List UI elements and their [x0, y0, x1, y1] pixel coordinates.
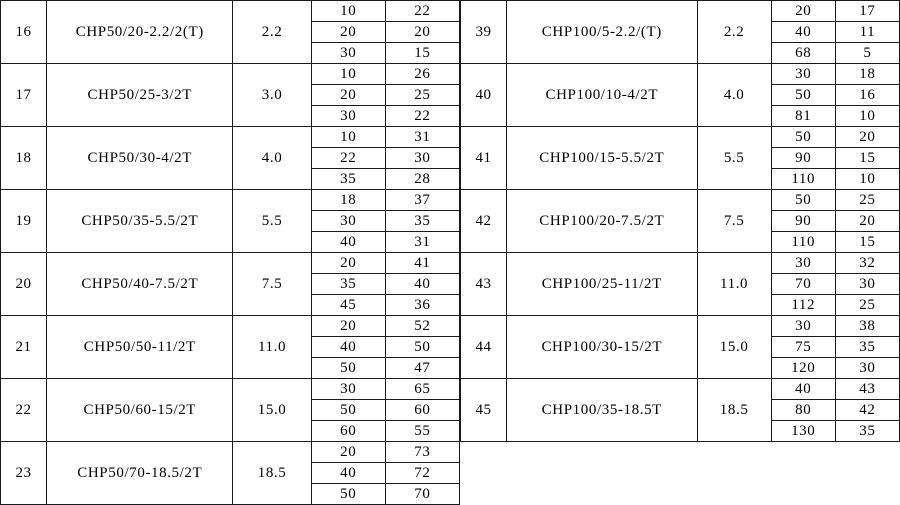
flow-cell: 30	[311, 43, 385, 64]
power-cell: 11.0	[697, 253, 771, 316]
model-cell: CHP100/35-18.5T	[507, 379, 697, 442]
head-cell: 18	[835, 64, 899, 85]
flow-cell: 40	[311, 463, 385, 484]
head-cell: 35	[385, 211, 459, 232]
power-cell: 11.0	[233, 316, 311, 379]
flow-cell: 10	[311, 127, 385, 148]
flow-cell: 30	[771, 253, 835, 274]
flow-cell: 81	[771, 106, 835, 127]
head-cell: 10	[835, 106, 899, 127]
head-cell: 36	[385, 295, 459, 316]
model-cell: CHP50/30-4/2T	[47, 127, 233, 190]
flow-cell: 90	[771, 148, 835, 169]
power-cell: 15.0	[233, 379, 311, 442]
head-cell: 73	[385, 442, 459, 463]
table-row	[1, 190, 460, 211]
model-cell: CHP50/35-5.5/2T	[47, 190, 233, 253]
table-row	[461, 1, 900, 22]
power-cell: 15.0	[697, 316, 771, 379]
head-cell: 30	[385, 148, 459, 169]
row-index-cell: 44	[461, 316, 507, 379]
power-cell: 3.0	[233, 64, 311, 127]
row-index-cell: 40	[461, 64, 507, 127]
row-index-cell: 16	[1, 1, 47, 64]
row-index-cell: 17	[1, 64, 47, 127]
head-cell: 20	[835, 211, 899, 232]
model-cell: CHP50/70-18.5/2T	[47, 442, 233, 505]
head-cell: 25	[835, 190, 899, 211]
table-row	[461, 190, 900, 211]
row-index-cell: 42	[461, 190, 507, 253]
flow-cell: 10	[311, 1, 385, 22]
power-cell: 18.5	[697, 379, 771, 442]
flow-cell: 50	[771, 190, 835, 211]
model-cell: CHP50/40-7.5/2T	[47, 253, 233, 316]
row-index-cell: 20	[1, 253, 47, 316]
model-cell: CHP100/30-15/2T	[507, 316, 697, 379]
table-row	[461, 316, 900, 337]
table-row	[1, 253, 460, 274]
row-index-cell: 41	[461, 127, 507, 190]
head-cell: 16	[835, 85, 899, 106]
head-cell: 47	[385, 358, 459, 379]
flow-cell: 30	[311, 379, 385, 400]
table-row	[1, 442, 460, 463]
table-row	[461, 64, 900, 85]
flow-cell: 20	[311, 316, 385, 337]
table-row	[461, 379, 900, 400]
model-cell: CHP50/25-3/2T	[47, 64, 233, 127]
flow-cell: 18	[311, 190, 385, 211]
head-cell: 70	[385, 484, 459, 505]
flow-cell: 35	[311, 274, 385, 295]
row-index-cell: 21	[1, 316, 47, 379]
flow-cell: 40	[771, 22, 835, 43]
flow-cell: 35	[311, 169, 385, 190]
model-cell: CHP100/25-11/2T	[507, 253, 697, 316]
head-cell: 22	[385, 1, 459, 22]
flow-cell: 40	[771, 379, 835, 400]
flow-cell: 30	[771, 64, 835, 85]
head-cell: 42	[835, 400, 899, 421]
head-cell: 38	[835, 316, 899, 337]
head-cell: 30	[835, 274, 899, 295]
model-cell: CHP50/60-15/2T	[47, 379, 233, 442]
head-cell: 17	[835, 1, 899, 22]
power-cell: 5.5	[233, 190, 311, 253]
flow-cell: 50	[311, 484, 385, 505]
row-index-cell: 45	[461, 379, 507, 442]
model-cell: CHP50/50-11/2T	[47, 316, 233, 379]
head-cell: 35	[835, 337, 899, 358]
flow-cell: 30	[771, 316, 835, 337]
power-cell: 2.2	[697, 1, 771, 64]
head-cell: 40	[385, 274, 459, 295]
flow-cell: 20	[311, 442, 385, 463]
model-cell: CHP100/10-4/2T	[507, 64, 697, 127]
head-cell: 41	[385, 253, 459, 274]
flow-cell: 68	[771, 43, 835, 64]
flow-cell: 20	[771, 1, 835, 22]
flow-cell: 20	[311, 22, 385, 43]
head-cell: 25	[385, 85, 459, 106]
head-cell: 30	[835, 358, 899, 379]
flow-cell: 45	[311, 295, 385, 316]
model-cell: CHP100/20-7.5/2T	[507, 190, 697, 253]
flow-cell: 50	[771, 85, 835, 106]
power-cell: 2.2	[233, 1, 311, 64]
head-cell: 26	[385, 64, 459, 85]
power-cell: 4.0	[233, 127, 311, 190]
row-index-cell: 22	[1, 379, 47, 442]
head-cell: 25	[835, 295, 899, 316]
row-index-cell: 43	[461, 253, 507, 316]
head-cell: 22	[385, 106, 459, 127]
flow-cell: 110	[771, 232, 835, 253]
head-cell: 15	[835, 232, 899, 253]
head-cell: 11	[835, 22, 899, 43]
flow-cell: 30	[311, 106, 385, 127]
head-cell: 31	[385, 232, 459, 253]
row-index-cell: 23	[1, 442, 47, 505]
row-index-cell: 18	[1, 127, 47, 190]
head-cell: 43	[835, 379, 899, 400]
table-row	[1, 1, 460, 22]
flow-cell: 120	[771, 358, 835, 379]
head-cell: 28	[385, 169, 459, 190]
table-row	[461, 127, 900, 148]
head-cell: 15	[835, 148, 899, 169]
head-cell: 60	[385, 400, 459, 421]
flow-cell: 90	[771, 211, 835, 232]
head-cell: 32	[835, 253, 899, 274]
power-cell: 5.5	[697, 127, 771, 190]
power-cell: 4.0	[697, 64, 771, 127]
head-cell: 52	[385, 316, 459, 337]
flow-cell: 50	[311, 400, 385, 421]
model-cell: CHP100/5-2.2/(T)	[507, 1, 697, 64]
head-cell: 35	[835, 421, 899, 442]
flow-cell: 75	[771, 337, 835, 358]
power-cell: 18.5	[233, 442, 311, 505]
head-cell: 65	[385, 379, 459, 400]
head-cell: 55	[385, 421, 459, 442]
flow-cell: 30	[311, 211, 385, 232]
power-cell: 7.5	[233, 253, 311, 316]
flow-cell: 70	[771, 274, 835, 295]
table-body-right	[461, 1, 900, 442]
head-cell: 20	[385, 22, 459, 43]
table-body-left	[1, 1, 460, 505]
row-index-cell: 39	[461, 1, 507, 64]
flow-cell: 22	[311, 148, 385, 169]
head-cell: 20	[835, 127, 899, 148]
flow-cell: 50	[311, 358, 385, 379]
power-cell: 7.5	[697, 190, 771, 253]
flow-cell: 10	[311, 64, 385, 85]
head-cell: 37	[385, 190, 459, 211]
table-row	[1, 127, 460, 148]
head-cell: 15	[385, 43, 459, 64]
flow-cell: 50	[771, 127, 835, 148]
flow-cell: 112	[771, 295, 835, 316]
head-cell: 72	[385, 463, 459, 484]
model-cell: CHP50/20-2.2/2(T)	[47, 1, 233, 64]
flow-cell: 40	[311, 232, 385, 253]
table-row	[1, 379, 460, 400]
flow-cell: 110	[771, 169, 835, 190]
flow-cell: 130	[771, 421, 835, 442]
row-index-cell: 19	[1, 190, 47, 253]
table-row	[1, 64, 460, 85]
model-cell: CHP100/15-5.5/2T	[507, 127, 697, 190]
table-row	[1, 316, 460, 337]
head-cell: 10	[835, 169, 899, 190]
flow-cell: 60	[311, 421, 385, 442]
head-cell: 31	[385, 127, 459, 148]
flow-cell: 20	[311, 253, 385, 274]
flow-cell: 40	[311, 337, 385, 358]
head-cell: 50	[385, 337, 459, 358]
head-cell: 5	[835, 43, 899, 64]
pump-spec-table-right	[460, 0, 900, 442]
table-row	[461, 253, 900, 274]
flow-cell: 20	[311, 85, 385, 106]
flow-cell: 80	[771, 400, 835, 421]
